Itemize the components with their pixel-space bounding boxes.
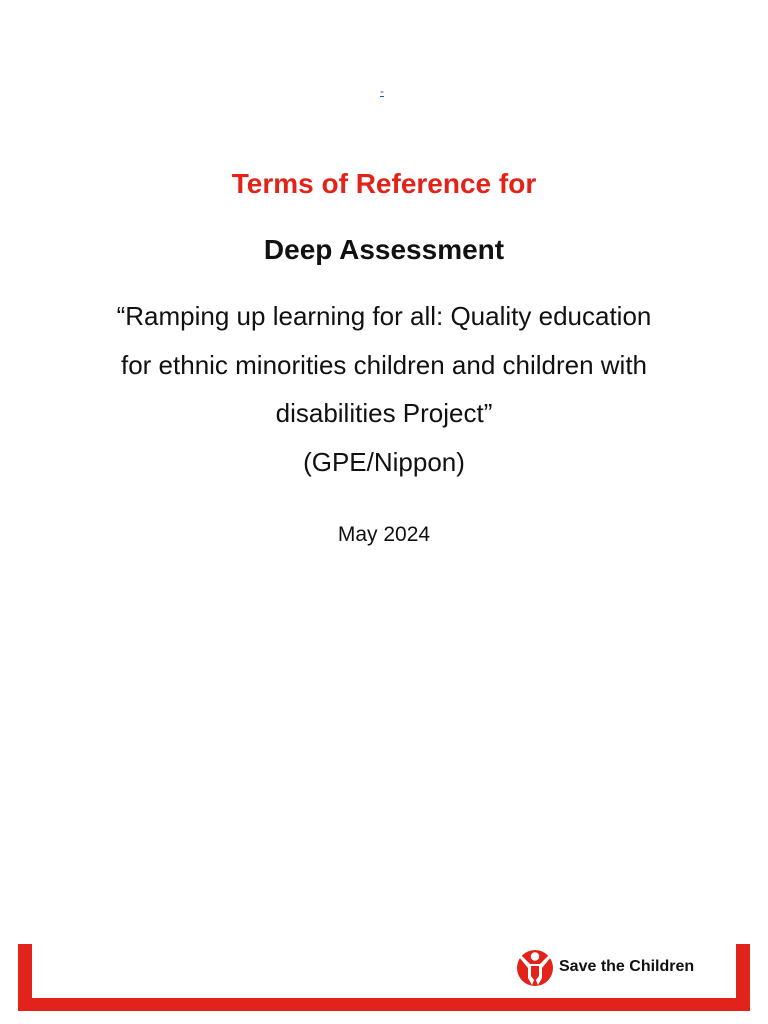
project-title-line: “Ramping up learning for all: Quality education xyxy=(116,301,652,331)
project-title-line: disabilities Project” xyxy=(275,398,493,428)
header-link[interactable]: - xyxy=(380,84,384,98)
document-date: May 2024 xyxy=(337,523,431,546)
document-title: Terms of Reference for xyxy=(231,168,537,199)
save-the-children-logo xyxy=(516,947,716,989)
project-title-line: for ethnic minorities children and children with xyxy=(120,349,648,380)
project-title-line: (GPE/Nippon) xyxy=(303,446,465,477)
footer-bar-bottom xyxy=(18,998,750,1011)
save-the-children-logo-icon xyxy=(516,947,554,987)
logo-text: Save the Children xyxy=(559,958,695,975)
project-title xyxy=(70,292,698,486)
document-subtitle: Deep Assessment xyxy=(263,234,505,265)
